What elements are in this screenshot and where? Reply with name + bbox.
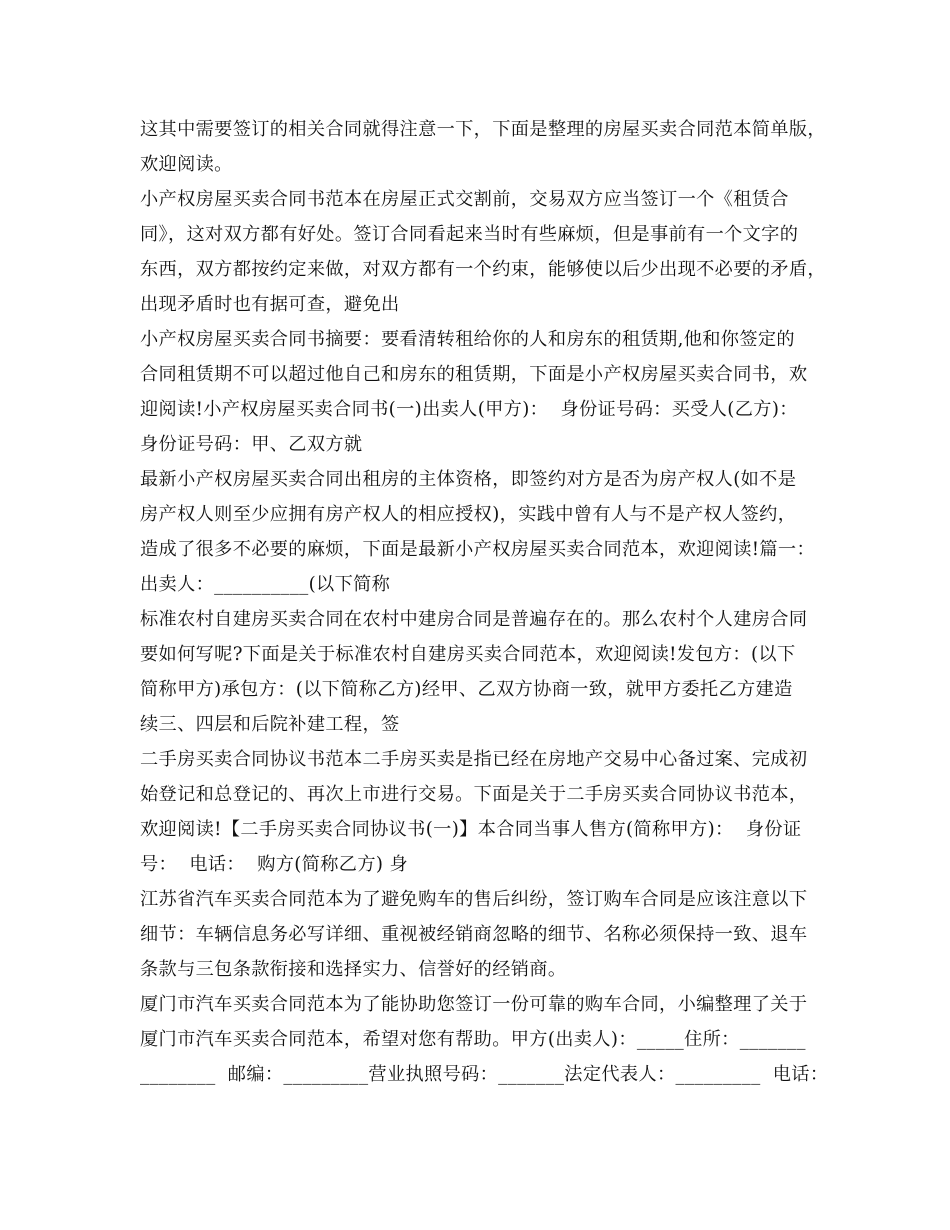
text-line: 厦门市汽车买卖合同范本为了能协助您签订一份可靠的购车合同，小编整理了关于 [140,994,808,1015]
text-line: 二手房买卖合同协议书范本二手房买卖是指已经在房地产交易中心备过案、完成初 [140,749,808,770]
text-line: 小产权房屋买卖合同书范本在房屋正式交割前，交易双方应当签订一个《租赁合 [140,189,789,210]
text-line: 小产权房屋买卖合同书摘要：要看清转租给你的人和房东的租赁期,他和你签定的 [140,329,795,350]
text-line: ________ 邮编：_________营业执照号码：_______法定代表人：_________ 电话： [140,1064,829,1085]
text-line: 出现矛盾时也有据可查，避免出 [140,294,400,315]
text-line: 细节：车辆信息务必写详细、重视被经销商忽略的细节、名称必须保持一致、退车 [140,924,808,945]
text-line: 合同租赁期不可以超过他自己和房东的租赁期，下面是小产权房屋买卖合同书，欢 [140,364,808,385]
text-line: 江苏省汽车买卖合同范本为了避免购车的售后纠纷，签订购车合同是应该注意以下 [140,889,808,910]
text-line: 同》，这对双方都有好处。签订合同看起来当时有些麻烦，但是事前有一个文字的 [140,224,799,245]
text-line: 始登记和总登记的、再次上市进行交易。下面是关于二手房买卖合同协议书范本， [140,784,808,805]
text-line: 造成了很多不必要的麻烦，下面是最新小产权房屋买卖合同范本，欢迎阅读!篇一： [140,539,816,560]
text-line: 迎阅读!小产权房屋买卖合同书(一)出卖人(甲方)： 身份证号码：买受人(乙方)： [140,399,798,420]
text-line: 续三、四层和后院补建工程，签 [140,714,400,735]
text-line: 厦门市汽车买卖合同范本，希望对您有帮助。甲方(出卖人)：_____住所：_______ [140,1029,806,1050]
text-line: 东西，双方都按约定来做，对双方都有一个约束，能够使以后少出现不必要的矛盾， [140,259,826,280]
document-body [140,112,830,1092]
text-line: 标准农村自建房买卖合同在农村中建房合同是普遍存在的。那么农村个人建房合同 [140,609,808,630]
text-line: 最新小产权房屋买卖合同出租房的主体资格，即签约对方是否为房产权人(如不是 [140,469,797,490]
text-line: 条款与三包条款衔接和选择实力、信誉好的经销商。 [140,959,567,980]
text-line: 欢迎阅读。 [140,154,233,175]
text-line: 要如何写呢?下面是关于标准农村自建房买卖合同范本，欢迎阅读!发包方：(以下 [140,644,796,665]
text-line: 这其中需要签订的相关合同就得注意一下，下面是整理的房屋买卖合同范本简单版， [140,119,826,140]
text-line: 号： 电话： 购方(简称乙方) 身 [140,854,408,875]
text-line: 房产权人则至少应拥有房产权人的相应授权)，实践中曾有人与不是产权人签约， [140,504,797,525]
text-line: 简称甲方)承包方：(以下简称乙方)经甲、乙双方协商一致，就甲方委托乙方建造 [140,679,793,700]
text-line: 出卖人：__________(以下简称 [140,574,391,595]
text-line: 身份证号码：甲、乙双方就 [140,434,363,455]
text-line: 欢迎阅读!【二手房买卖合同协议书(一)】本合同当事人售方(简称甲方)： 身份证 [140,819,802,840]
